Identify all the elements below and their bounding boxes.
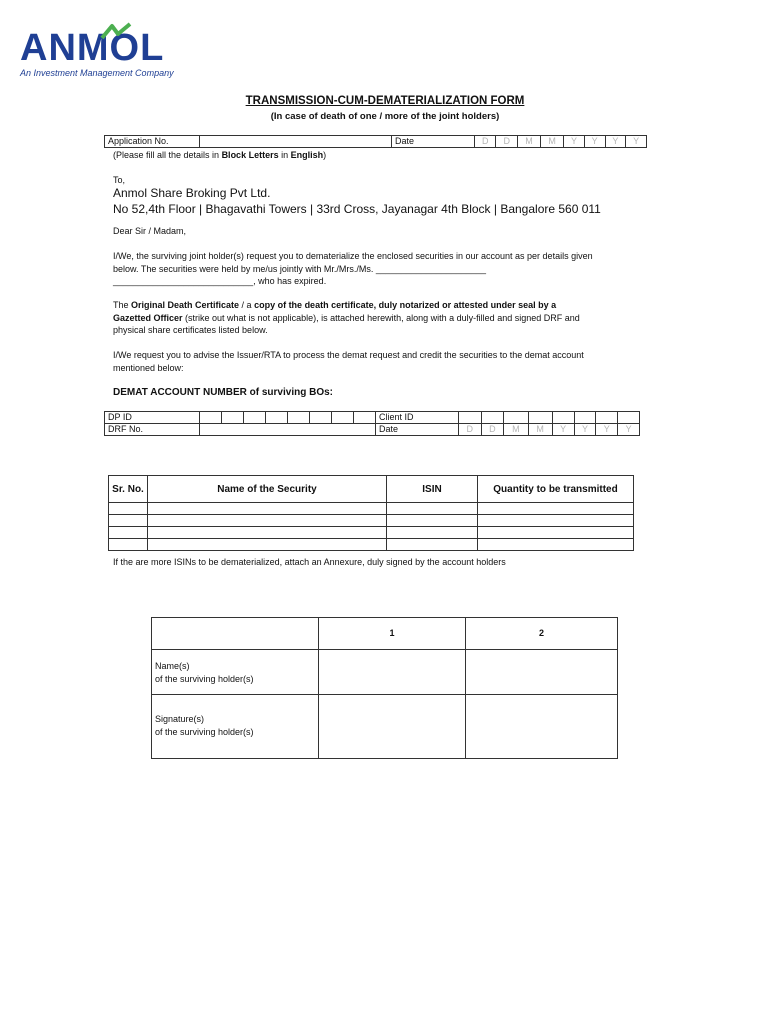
- date-cell[interactable]: Y: [605, 136, 626, 148]
- date-cell[interactable]: D: [459, 424, 482, 436]
- client-id-cell[interactable]: [481, 412, 504, 424]
- isin-cell[interactable]: [387, 539, 478, 551]
- securities-table: [108, 475, 634, 551]
- isin-note: If the are more ISINs to be dematerialized, attach an Annexure, duly signed by the account holders: [113, 557, 506, 567]
- company-logo: ANMOL: [20, 27, 165, 69]
- client-id-cell[interactable]: [574, 412, 596, 424]
- isin-cell[interactable]: [387, 515, 478, 527]
- client-id-cell[interactable]: [504, 412, 528, 424]
- application-label: Application No.: [105, 136, 200, 148]
- dp-id-cell[interactable]: [332, 412, 354, 424]
- address-line-2: No 52,4th Floor | Bhagavathi Towers | 33rd Cross, Jayanagar 4th Block | Bangalore 560 011: [113, 202, 601, 216]
- demat-date-label: Date: [376, 424, 459, 436]
- sr-no-cell[interactable]: [109, 503, 148, 515]
- dp-id-cell[interactable]: [266, 412, 288, 424]
- date-cell[interactable]: Y: [552, 424, 574, 436]
- sr-no-cell[interactable]: [109, 515, 148, 527]
- address-line-1: Anmol Share Broking Pvt Ltd.: [113, 186, 271, 200]
- salutation: Dear Sir / Madam,: [113, 226, 187, 236]
- holder-1-header: 1: [319, 618, 466, 650]
- table-row: [109, 515, 634, 527]
- date-cell[interactable]: Y: [564, 136, 585, 148]
- date-cell[interactable]: Y: [574, 424, 596, 436]
- client-id-cell[interactable]: [552, 412, 574, 424]
- security-cell[interactable]: [148, 515, 387, 527]
- instruction-text: (Please fill all the details in Block Letters in English): [113, 150, 327, 160]
- form-title: TRANSMISSION-CUM-DEMATERIALIZATION FORM: [245, 95, 525, 107]
- quantity-cell[interactable]: [478, 515, 634, 527]
- request-paragraph: I/We, the surviving joint holder(s) request you to dematerialize the enclosed securities in our account as per details given below. The securities were held by me/us jointly with Mr./Mrs./Ms. ______________________ ____________________________, who has expired.: [113, 251, 593, 286]
- dp-id-label: DP ID: [105, 412, 200, 424]
- to-label: To,: [113, 175, 126, 185]
- dp-id-cell[interactable]: [354, 412, 376, 424]
- isin-cell[interactable]: [387, 503, 478, 515]
- drf-number-field[interactable]: [200, 424, 376, 436]
- leaf-icon: [98, 22, 138, 42]
- client-id-cell[interactable]: [596, 412, 618, 424]
- date-cell[interactable]: Y: [596, 424, 618, 436]
- col-isin: ISIN: [387, 476, 478, 503]
- date-cell[interactable]: M: [541, 136, 564, 148]
- date-cell[interactable]: Y: [618, 424, 640, 436]
- date-cell[interactable]: Y: [626, 136, 647, 148]
- security-cell[interactable]: [148, 539, 387, 551]
- application-number-field[interactable]: [200, 136, 392, 148]
- sr-no-cell[interactable]: [109, 527, 148, 539]
- date-cell[interactable]: M: [504, 424, 528, 436]
- date-cell[interactable]: D: [481, 424, 504, 436]
- advise-paragraph: I/We request you to advise the Issuer/RTA to process the demat request and credit the securities to the demat account mentioned below:: [113, 350, 584, 373]
- holder-1-name-field[interactable]: [319, 650, 466, 695]
- holder-1-signature-field[interactable]: [319, 695, 466, 759]
- client-id-cell[interactable]: [459, 412, 482, 424]
- date-cell[interactable]: Y: [584, 136, 605, 148]
- col-sr-no: Sr. No.: [109, 476, 148, 503]
- form-subtitle: (In case of death of one / more of the joint holders): [270, 111, 500, 122]
- date-cell[interactable]: D: [496, 136, 517, 148]
- demat-heading: DEMAT ACCOUNT NUMBER of surviving BOs:: [113, 387, 333, 398]
- holder-2-signature-field[interactable]: [466, 695, 618, 759]
- dp-id-cell[interactable]: [222, 412, 244, 424]
- date-label: Date: [392, 136, 475, 148]
- table-row: [109, 539, 634, 551]
- col-quantity: Quantity to be transmitted: [478, 476, 634, 503]
- client-id-cell[interactable]: [528, 412, 552, 424]
- quantity-cell[interactable]: [478, 527, 634, 539]
- dp-id-cell[interactable]: [288, 412, 310, 424]
- sr-no-cell[interactable]: [109, 539, 148, 551]
- drf-label: DRF No.: [105, 424, 200, 436]
- table-row: [109, 527, 634, 539]
- quantity-cell[interactable]: [478, 503, 634, 515]
- holder-2-name-field[interactable]: [466, 650, 618, 695]
- dp-id-cell[interactable]: [310, 412, 332, 424]
- signature-label: Signature(s) of the surviving holder(s): [152, 695, 319, 759]
- date-cell[interactable]: D: [475, 136, 496, 148]
- security-cell[interactable]: [148, 503, 387, 515]
- demat-table: [104, 411, 640, 436]
- dp-id-cell[interactable]: [200, 412, 222, 424]
- holder-2-header: 2: [466, 618, 618, 650]
- col-security-name: Name of the Security: [148, 476, 387, 503]
- date-cell[interactable]: M: [517, 136, 540, 148]
- names-label: Name(s) of the surviving holder(s): [152, 650, 319, 695]
- table-row: [109, 503, 634, 515]
- signature-table: [151, 617, 618, 759]
- security-cell[interactable]: [148, 527, 387, 539]
- company-tagline: An Investment Management Company: [20, 68, 174, 78]
- dp-id-cell[interactable]: [244, 412, 266, 424]
- application-table: [104, 135, 647, 148]
- date-cell[interactable]: M: [528, 424, 552, 436]
- quantity-cell[interactable]: [478, 539, 634, 551]
- isin-cell[interactable]: [387, 527, 478, 539]
- client-id-cell[interactable]: [618, 412, 640, 424]
- certificate-paragraph: The Original Death Certificate / a copy of the death certificate, duly notarized or attested under seal by a Gazetted Officer (strike out what is not applicable), is attached herewith, along with a duly-filled and signed DRF and physical share certificates listed below.: [113, 300, 580, 335]
- client-id-label: Client ID: [376, 412, 459, 424]
